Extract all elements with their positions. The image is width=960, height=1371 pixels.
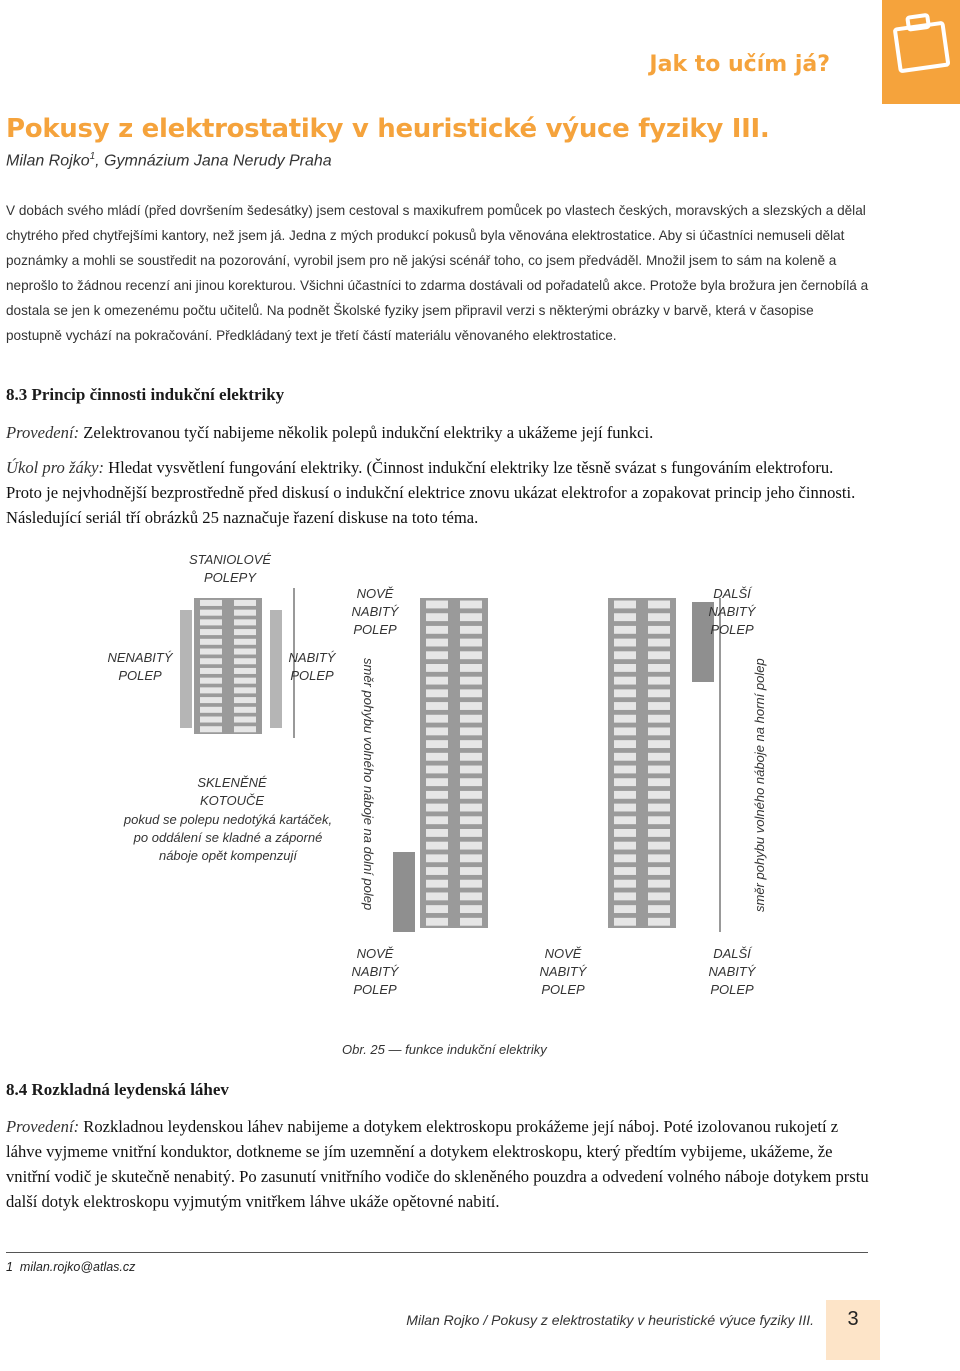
label-nabity-2: POLEP	[290, 668, 334, 683]
running-footer: Milan Rojko / Pokusy z elektrostatiky v heuristické výuce fyziky III.	[406, 1312, 814, 1328]
disc-c-foil	[426, 766, 448, 774]
disc-e-foil	[614, 804, 636, 812]
disc-c-foil	[426, 829, 448, 837]
corner-tab	[882, 0, 960, 104]
disc-c-foil	[426, 918, 448, 926]
disc-a-foil	[200, 649, 222, 655]
disc-f-foil	[648, 905, 670, 913]
disc-f-foil	[648, 715, 670, 723]
disc-d-foil	[460, 905, 482, 913]
label-nove-b-1: NOVĚ	[356, 946, 394, 961]
disc-d-foil	[460, 664, 482, 672]
disc-e-foil	[614, 867, 636, 875]
arrow-label-up: směr pohybu volného náboje na horní polep	[752, 658, 767, 912]
label-staniolove-2: POLEPY	[203, 570, 257, 585]
disc-f-foil	[648, 664, 670, 672]
author-name: Milan Rojko	[6, 152, 90, 170]
disc-c-foil	[426, 816, 448, 824]
disc-e-foil	[614, 626, 636, 634]
disc-f-foil	[648, 689, 670, 697]
disc-e-foil	[614, 766, 636, 774]
disc-a-foil	[200, 619, 222, 625]
label-nove-b-2: NABITÝ	[351, 964, 399, 979]
text-provedeni: Zelektrovanou tyčí nabijeme několik polepů indukční elektriky a ukážeme její funkci.	[79, 423, 654, 442]
label-nabity-1: NABITÝ	[288, 650, 336, 665]
section-heading-8-4: 8.4 Rozkladná leydenská láhev	[6, 1080, 229, 1099]
disc-a-foil	[200, 678, 222, 684]
disc-e-foil	[614, 740, 636, 748]
disc-e-foil	[614, 905, 636, 913]
disc-c-foil	[426, 626, 448, 634]
label-dalsi-b-1: DALŠÍ	[713, 946, 751, 961]
disc-e-foil	[614, 880, 636, 888]
disc-a-foil	[200, 726, 222, 732]
disc-f-foil	[648, 753, 670, 761]
label-nenabity-1: NENABITÝ	[107, 650, 173, 665]
disc-e-foil	[614, 727, 636, 735]
disc-c-foil	[426, 689, 448, 697]
disc-c-plate	[420, 598, 454, 928]
disc-c-foil	[426, 664, 448, 672]
disc-f-foil	[648, 601, 670, 609]
disc-f-foil	[648, 677, 670, 685]
paragraph-leyden	[6, 1114, 870, 1214]
disc-b-foil	[234, 707, 256, 713]
disc-d-foil	[460, 715, 482, 723]
label-sklenene-1: SKLENĚNÉ	[197, 775, 267, 790]
disc-a-foil	[200, 668, 222, 674]
text-leyden: Rozkladnou leydenskou láhev nabijeme a dotykem elektroskopu prokážeme její náboj. Poté izolovanou rukojetí z láhve vyjmeme vnitřní konduktor, dotkneme se jím uzemnění a dotykem elektroskopu, který předtím vybijeme, ukážeme, že vnitřní vodič je skutečně nenabitý. Po zasunutí vnitřního vodiče do skleněného pouzdra a odvedení volného náboje dotykem prstu další dotyk elektroskopu vyjmutým vnitřkem láhve ukáže opětovné nabití.	[6, 1117, 869, 1211]
disc-f-foil	[648, 766, 670, 774]
disc-c-foil	[426, 753, 448, 761]
disc-d-foil	[460, 829, 482, 837]
disc-f-foil	[648, 892, 670, 900]
label-nove-a-2: NABITÝ	[351, 604, 399, 619]
disc-d-foil	[460, 639, 482, 647]
disc-e-foil	[614, 715, 636, 723]
disc-c-foil	[426, 778, 448, 786]
disc-d-foil	[460, 601, 482, 609]
disc-b-foil	[234, 726, 256, 732]
disc-e-foil	[614, 601, 636, 609]
disc-b-foil	[234, 697, 256, 703]
disc-d-foil	[460, 854, 482, 862]
disc-e-foil	[614, 918, 636, 926]
label-dalsi-a-3: POLEP	[710, 622, 754, 637]
article-title: Pokusy z elektrostatiky v heuristické výuce fyziky III.	[6, 114, 770, 144]
disc-d-foil	[460, 626, 482, 634]
disc-d-foil	[460, 753, 482, 761]
note-line-1: pokud se polepu nedotýká kartáček,	[123, 812, 333, 827]
disc-f-foil	[648, 651, 670, 659]
disc-f-foil	[648, 639, 670, 647]
disc-c-foil	[426, 715, 448, 723]
disc-c-foil	[426, 702, 448, 710]
disc-f-foil	[648, 880, 670, 888]
disc-c-foil	[426, 613, 448, 621]
disc-d-plate	[454, 598, 488, 928]
disc-c-foil	[426, 727, 448, 735]
disc-e-foil	[614, 702, 636, 710]
disc-e-foil	[614, 829, 636, 837]
disc-e-foil	[614, 816, 636, 824]
disc-f-foil	[648, 702, 670, 710]
disc-c-foil	[426, 740, 448, 748]
disc-b-foil	[234, 678, 256, 684]
disc-c-foil	[426, 677, 448, 685]
folder-sheet-icon	[882, 0, 960, 104]
label-nove-a-3: POLEP	[353, 622, 397, 637]
disc-f-foil	[648, 918, 670, 926]
disc-d-foil	[460, 880, 482, 888]
label-ukol: Úkol pro žáky:	[6, 458, 104, 477]
label-staniolove-1: STANIOLOVÉ	[188, 552, 272, 567]
label-nove-b-3: POLEP	[353, 982, 397, 997]
disc-b-foil	[234, 717, 256, 723]
section-label: Jak to učím já?	[649, 52, 830, 77]
disc-d-foil	[460, 689, 482, 697]
disc-c-foil	[426, 905, 448, 913]
section-heading-8-3: 8.3 Princip činnosti indukční elektriky	[6, 385, 285, 404]
disc-b-plate	[228, 598, 262, 734]
label-dalsi-a-1: DALŠÍ	[713, 586, 751, 601]
disc-e-foil	[614, 753, 636, 761]
disc-a-foil	[200, 697, 222, 703]
disc-d-foil	[460, 804, 482, 812]
note-line-2: po oddálení se kladné a záporné	[133, 830, 323, 845]
footnote-mark[interactable]: 1	[89, 151, 96, 162]
strip-left-a	[180, 610, 192, 728]
disc-d-foil	[460, 740, 482, 748]
label-nove-c-2: NABITÝ	[539, 964, 587, 979]
disc-f-foil	[648, 804, 670, 812]
disc-f-foil	[648, 842, 670, 850]
disc-c-foil	[426, 892, 448, 900]
disc-e-foil	[614, 651, 636, 659]
label-dalsi-b-2: NABITÝ	[708, 964, 756, 979]
disc-d-foil	[460, 842, 482, 850]
disc-b-foil	[234, 600, 256, 606]
disc-a-foil	[200, 707, 222, 713]
disc-d-foil	[460, 867, 482, 875]
disc-f-foil	[648, 854, 670, 862]
disc-b-foil	[234, 687, 256, 693]
disc-c-foil	[426, 601, 448, 609]
note-line-3: náboje opět kompenzují	[158, 848, 298, 863]
disc-c-foil	[426, 867, 448, 875]
disc-f-foil	[648, 613, 670, 621]
disc-f-foil	[648, 727, 670, 735]
label-dalsi-a-2: NABITÝ	[708, 604, 756, 619]
label-provedeni-2: Provedení:	[6, 1117, 80, 1136]
disc-f-foil	[648, 791, 670, 799]
disc-b-foil	[234, 610, 256, 616]
disc-e-foil	[614, 892, 636, 900]
disc-e-plate	[608, 598, 642, 928]
disc-f-plate	[642, 598, 676, 928]
label-nove-c-3: POLEP	[541, 982, 585, 997]
paragraph-ukol	[6, 455, 870, 530]
strip-right-a	[270, 610, 282, 728]
author-line	[6, 151, 332, 170]
footnote-email[interactable]: milan.rojko@atlas.cz	[19, 1260, 136, 1274]
label-provedeni: Provedení:	[6, 423, 80, 442]
footnote-number: 1	[6, 1260, 13, 1274]
disc-e-foil	[614, 842, 636, 850]
disc-d-foil	[460, 702, 482, 710]
figure-caption: Obr. 25 — funkce indukční elektriky	[342, 1042, 547, 1057]
disc-d-foil	[460, 791, 482, 799]
disc-a-foil	[200, 629, 222, 635]
disc-d-foil	[460, 613, 482, 621]
disc-e-foil	[614, 854, 636, 862]
text-ukol: Hledat vysvětlení fungování elektriky. (Činnost indukční elektriky lze těsně svázat s fungováním elektroforu. Proto je nejvhodnější bezprostředně před diskusí o indukční elektrice znovu ukázat elektrofor a zopakovat princip jeho činnosti. Následující seriál tří obrázků 25 naznačuje řazení diskuse na toto téma.	[6, 458, 856, 527]
disc-f-foil	[648, 740, 670, 748]
footnote	[6, 1260, 135, 1274]
disc-b-foil	[234, 668, 256, 674]
disc-d-foil	[460, 918, 482, 926]
disc-f-foil	[648, 867, 670, 875]
disc-d-foil	[460, 727, 482, 735]
disc-b-foil	[234, 619, 256, 625]
label-nove-a-1: NOVĚ	[356, 586, 394, 601]
disc-a-foil	[200, 687, 222, 693]
induction-machine-figure	[100, 540, 790, 1020]
strip-middle-low	[393, 852, 415, 932]
disc-e-foil	[614, 639, 636, 647]
affiliation: , Gymnázium Jana Nerudy Praha	[95, 152, 332, 170]
label-sklenene-2: KOTOUČE	[199, 793, 265, 808]
disc-b-foil	[234, 639, 256, 645]
disc-e-foil	[614, 689, 636, 697]
disc-d-foil	[460, 892, 482, 900]
disc-a-foil	[200, 639, 222, 645]
disc-c-foil	[426, 842, 448, 850]
arrow-label-down: směr pohybu volného náboje na dolní polep	[361, 658, 376, 911]
intro-paragraph: V dobách svého mládí (před dovršením šedesátky) jsem cestoval s maxikufrem pomůcek po vlastech českých, moravských a slezských a dělal chytrého před chytřejšími kantory, než jsem já. Jedna z mých produkcí pokusů byla věnována elektrostatice. Aby si účastníci nemuseli dělat poznámky a mohli se soustředit na pozorování, vyrobil jsem pro ně jakýsi scénář toho, co jsem předváděl. Množil jsem to sám na koleně a neprošlo to žádnou recenzí ani jinou korekturou. Všichni účastníci to zdarma dostávali od pořadatelů akce. Protože byla brožura jen černobílá a dostala se jen k omezenému počtu učitelů. Na podnět Školské fyziky jsem připravil verzi s některými obrázky v barvě, která v časopise postupně vychází na pokračování. Předkládaný text je třetí částí materiálu věnovaného elektrostatice.	[6, 203, 869, 343]
figure-graphics	[180, 588, 720, 932]
disc-c-foil	[426, 651, 448, 659]
disc-d-foil	[460, 651, 482, 659]
disc-c-foil	[426, 804, 448, 812]
disc-a-foil	[200, 717, 222, 723]
disc-d-foil	[460, 778, 482, 786]
disc-b-foil	[234, 649, 256, 655]
disc-b-foil	[234, 629, 256, 635]
disc-c-foil	[426, 880, 448, 888]
disc-c-foil	[426, 854, 448, 862]
disc-d-foil	[460, 766, 482, 774]
footnote-rule	[6, 1252, 868, 1253]
paragraph-provedeni	[6, 420, 870, 445]
disc-a-foil	[200, 610, 222, 616]
disc-e-foil	[614, 664, 636, 672]
disc-f-foil	[648, 829, 670, 837]
disc-c-foil	[426, 791, 448, 799]
label-nenabity-2: POLEP	[118, 668, 162, 683]
disc-f-foil	[648, 626, 670, 634]
disc-d-foil	[460, 677, 482, 685]
disc-b-foil	[234, 658, 256, 664]
label-nove-c-1: NOVĚ	[544, 946, 582, 961]
disc-a-foil	[200, 600, 222, 606]
disc-e-foil	[614, 778, 636, 786]
disc-a-foil	[200, 658, 222, 664]
page-number: 3	[847, 1308, 859, 1330]
disc-c-foil	[426, 639, 448, 647]
disc-a-plate	[194, 598, 228, 734]
disc-f-foil	[648, 778, 670, 786]
disc-e-foil	[614, 677, 636, 685]
label-dalsi-b-3: POLEP	[710, 982, 754, 997]
disc-f-foil	[648, 816, 670, 824]
disc-e-foil	[614, 613, 636, 621]
disc-d-foil	[460, 816, 482, 824]
disc-e-foil	[614, 791, 636, 799]
